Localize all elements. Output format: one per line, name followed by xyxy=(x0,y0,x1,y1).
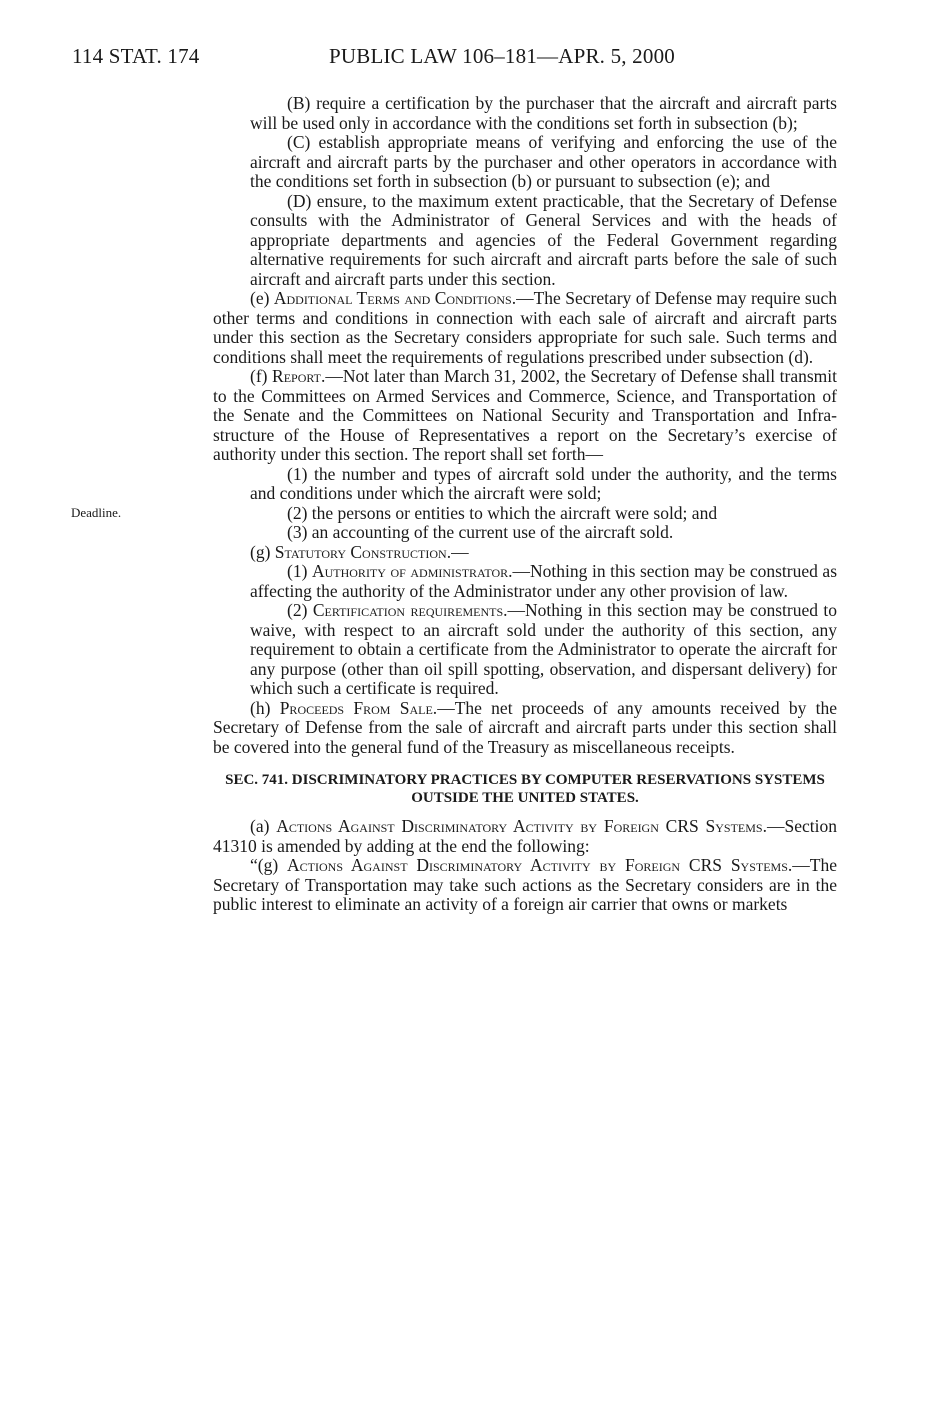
paragraph-D: (D) ensure, to the maximum extent practicable, that the Secretary of Defense consults with the Administrator of General Services and with the heads of appropriate departments and agencies of the Federal Government regarding alternative requirements for such aircraft and aircraft parts before the sale of such aircraft and aircraft parts under this section. xyxy=(250,190,837,289)
subsection-h-heading: Proceeds From Sale. xyxy=(279,697,438,718)
subsection-f xyxy=(213,367,837,465)
subsection-e xyxy=(213,289,837,367)
sec741-g-label: “(g) xyxy=(250,855,288,875)
running-head xyxy=(72,44,852,74)
g-item-1-heading: Authority of administrator. xyxy=(311,561,513,581)
g-item-1-text: —Nothing in this section may be construed as affecting the authority of the Administrator under any other provision of law. xyxy=(250,561,838,601)
subsection-f-item-1: (1) the number and types of aircraft sold under the authority, and the terms and conditions under which the aircraft were sold; xyxy=(250,463,837,503)
sec741-subsection-a xyxy=(213,817,837,856)
law-reference: PUBLIC LAW 106–181—APR. 5, 2000 xyxy=(329,44,675,68)
section-heading: SEC. 741. DISCRIMINATORY PRACTICES BY COMPUTER RESERVATIONS SYSTEMS OUTSIDE THE UNITED STATES. xyxy=(225,772,825,806)
subsection-f-item-2: (2) the persons or entities to which the aircraft were sold; and xyxy=(287,502,718,523)
subsection-e-text: —The Secretary of Defense may require such other terms and conditions in connection with each sale of aircraft and aircraft parts under this section as the Secretary considers appropriate for such sale. Such terms and conditions shall meet the requirements of regulations prescribed under subsection (d). xyxy=(213,288,837,367)
sec741-a-text: —Section 41310 is amended by adding at the end the following: xyxy=(213,816,837,856)
sec741-g-heading: Actions Against Discriminatory Activity by Foreign CRS Systems. xyxy=(287,855,793,875)
subsection-g-item-1 xyxy=(213,562,837,601)
g-item-2-text: —Nothing in this section may be construed to waive, with respect to an aircraft sold under the authority of this section, any requirement to obtain a certificate from the Administrator to operate the aircraft for any purpose (other than oil spill spotting, observation, and dispersant delivery) for which such a certificate is required. xyxy=(250,600,837,698)
margin-note-deadline: Deadline. xyxy=(71,505,122,520)
g-item-2-label: (2) xyxy=(287,600,313,620)
sec741-g-text: —The Secretary of Transportation may take such actions as the Secretary considers are in the public interest to eliminate an activity of a foreign air carrier that owns or markets xyxy=(213,855,837,914)
subsection-g-heading: Statutory Construction. xyxy=(274,541,452,562)
subsection-h-text: —The net proceeds of any amounts received by the Secretary of Defense from the sale of aircraft and aircraft parts under this section shall be covered into the general fund of the Treasury as miscellaneous receipts. xyxy=(213,697,838,757)
paragraph-B: (B) require a certification by the purchaser that the aircraft and aircraft parts will be used only in accordance with the conditions set forth in subsection (b); xyxy=(250,93,837,133)
subsection-f-text: —Not later than March 31, 2002, the Secretary of Defense shall transmit to the Committees on Armed Services and Commerce, Science, and Transportation of the Senate and the Committees on National Security and Transportation and Infrastructure of the House of Representatives a report on the Secretary’s exercise of authority under this section. The report shall set forth— xyxy=(213,366,837,464)
subsection-f-label: (f) xyxy=(250,366,273,386)
subsection-h-label: (h) xyxy=(250,697,280,718)
g-item-1-label: (1) xyxy=(287,561,312,581)
page-body xyxy=(213,94,837,915)
sec741-a-heading: Actions Against Discriminatory Activity by Foreign CRS Systems. xyxy=(276,816,767,836)
sec741-subsection-g xyxy=(213,856,837,915)
sec741-a-label: (a) xyxy=(250,816,277,836)
subsection-f-item-3: (3) an accounting of the current use of the aircraft sold. xyxy=(287,522,674,542)
subsection-g xyxy=(213,543,837,563)
subsection-g-item-2 xyxy=(213,601,837,699)
stat-reference: 114 STAT. 174 xyxy=(72,44,200,68)
subsection-f-heading: Report. xyxy=(272,366,326,386)
subsection-e-heading: Additional Terms and Conditions. xyxy=(273,288,517,308)
subsection-e-label: (e) xyxy=(250,288,274,308)
subsection-g-text: — xyxy=(451,541,469,562)
g-item-2-heading: Certification requirements. xyxy=(312,600,508,620)
subsection-g-label: (g) xyxy=(250,541,275,562)
subsection-h xyxy=(213,699,837,758)
paragraph-C: (C) establish appropriate means of verifying and enforcing the use of the aircraft and aircraft parts by the purchaser and other operators in accordance with the conditions set forth in subsection (b) or pursuant to subsection (e); and xyxy=(250,132,837,191)
